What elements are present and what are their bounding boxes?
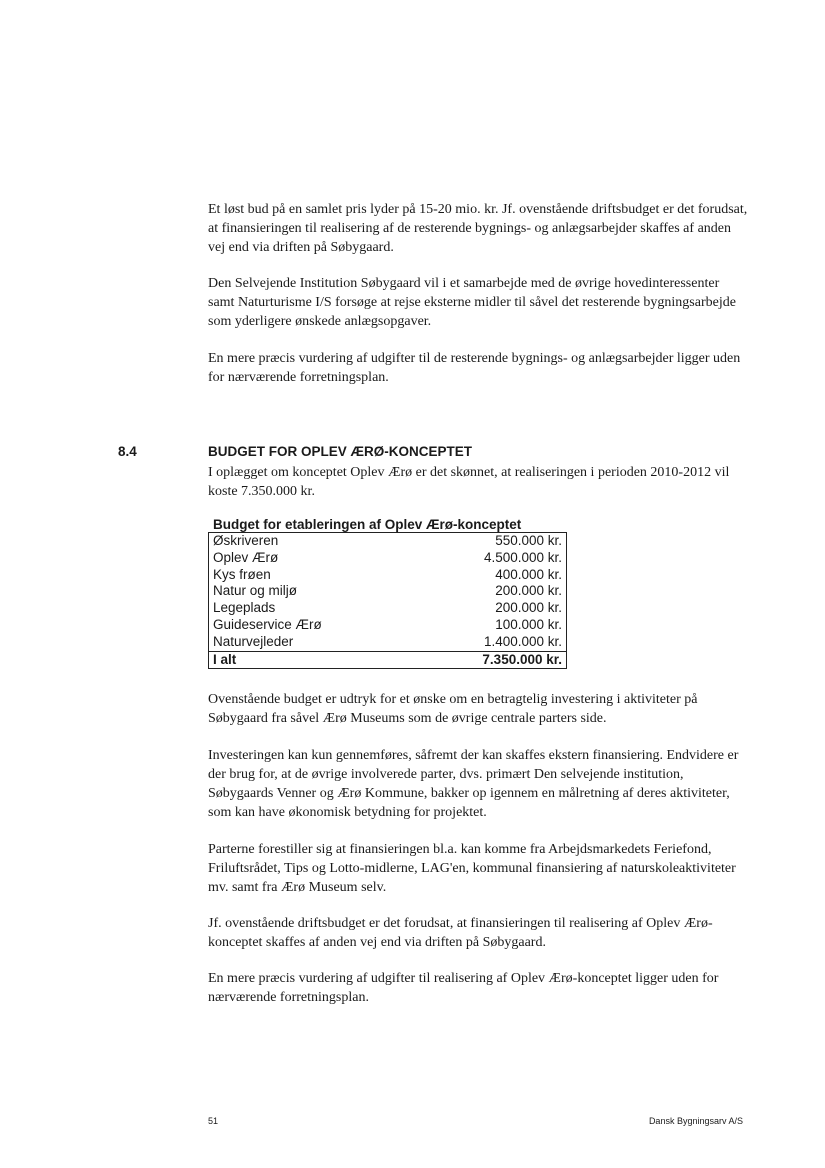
paragraph-outside-scope: En mere præcis vurdering af udgifter til realisering af Oplev Ærø-konceptet ligger uden for nærværende forretningsplan. bbox=[208, 971, 719, 1005]
row-amount: 4.500.000 kr. bbox=[483, 549, 562, 565]
table-row bbox=[209, 583, 567, 600]
row-amount: 400.000 kr. bbox=[495, 566, 562, 582]
total-label: I alt bbox=[209, 651, 413, 669]
table-row bbox=[209, 533, 567, 550]
page-number: 51 bbox=[208, 1116, 219, 1126]
row-amount: 1.400.000 kr. bbox=[483, 633, 562, 649]
row-item: Guideservice Ærø bbox=[213, 616, 322, 632]
total-amount: 7.350.000 kr. bbox=[413, 651, 567, 669]
paragraph-operating-budget: Jf. ovenstående driftsbudget er det forudsat, at finansieringen til realisering af Oplev Ærø-konceptet skaffes af anden vej end via driften på Søbygaard. bbox=[208, 916, 713, 950]
section-intro: I oplægget om konceptet Oplev Ærø er det skønnet, at realiseringen i perioden 2010-2012 vil koste 7.350.000 kr. bbox=[208, 465, 730, 499]
table-total-row bbox=[209, 651, 567, 669]
paragraph-funding-sources: Parterne forestiller sig at finansieringen bl.a. kan komme fra Arbejdsmarkedets Feriefond, Friluftsrådet, Tips og Lotto-midlerne, LAG'en, kommunal finansiering af naturskoleaktiviteter mv. samt fra Ærø Museum selv. bbox=[208, 842, 736, 895]
section-number: 8.4 bbox=[118, 444, 137, 459]
row-item: Øskriveren bbox=[213, 533, 279, 548]
row-amount: 200.000 kr. bbox=[495, 583, 562, 599]
budget-table-title: Budget for etableringen af Oplev Ærø-konceptet bbox=[213, 517, 522, 532]
paragraph-investment-conditions: Investeringen kan kun gennemføres, såfremt der kan skaffes ekstern finansiering. Endvidere er der brug for, at de øvrige involverede parter, dvs. primært Den selvejende institution, Søbygaards Venner og Ærø Kommune, bakker op igennem en målretning af deres aktiviteter, som kan have økonomisk betydning for projektet. bbox=[208, 748, 739, 820]
row-item: Oplev Ærø bbox=[213, 549, 279, 565]
paragraph-bid-price: Et løst bud på en samlet pris lyder på 15-20 mio. kr. Jf. ovenstående driftsbudget er det forudsat, at finansieringen til realisering af de resterende bygnings- og anlægsarbejder skaffes af anden vej end via driften på Søbygaard. bbox=[208, 202, 748, 255]
table-row bbox=[209, 550, 567, 567]
paragraph-external-funding: Den Selvejende Institution Søbygaard vil i et samarbejde med de øvrige hovedinteressenter samt Naturturisme I/S forsøge at rejse eksterne midler til såvel det resterende bygningsarbejde som yderligere ønskede anlægsopgaver. bbox=[208, 276, 736, 329]
row-item: Kys frøen bbox=[213, 566, 271, 582]
row-item: Naturvejleder bbox=[213, 633, 294, 649]
section-title: BUDGET FOR OPLEV ÆRØ-KONCEPTET bbox=[208, 444, 473, 459]
table-row bbox=[209, 617, 567, 634]
row-amount: 550.000 kr. bbox=[495, 533, 562, 548]
row-item: Legeplads bbox=[213, 600, 276, 616]
row-amount: 100.000 kr. bbox=[495, 616, 562, 632]
row-item: Natur og miljø bbox=[213, 583, 298, 599]
footer-company: Dansk Bygningsarv A/S bbox=[648, 1116, 743, 1126]
table-row bbox=[209, 600, 567, 617]
table-row bbox=[209, 567, 567, 584]
table-row bbox=[209, 634, 567, 651]
paragraph-budget-intent: Ovenstående budget er udtryk for et ønske om en betragtelig investering i aktiviteter på Søbygaard fra såvel Ærø Museums som de øvrige centrale parters side. bbox=[208, 692, 698, 726]
row-amount: 200.000 kr. bbox=[495, 600, 562, 616]
paragraph-precise-assessment: En mere præcis vurdering af udgifter til de resterende bygnings- og anlægsarbejder ligger uden for nærværende forretningsplan. bbox=[208, 351, 741, 385]
budget-table bbox=[208, 532, 567, 669]
